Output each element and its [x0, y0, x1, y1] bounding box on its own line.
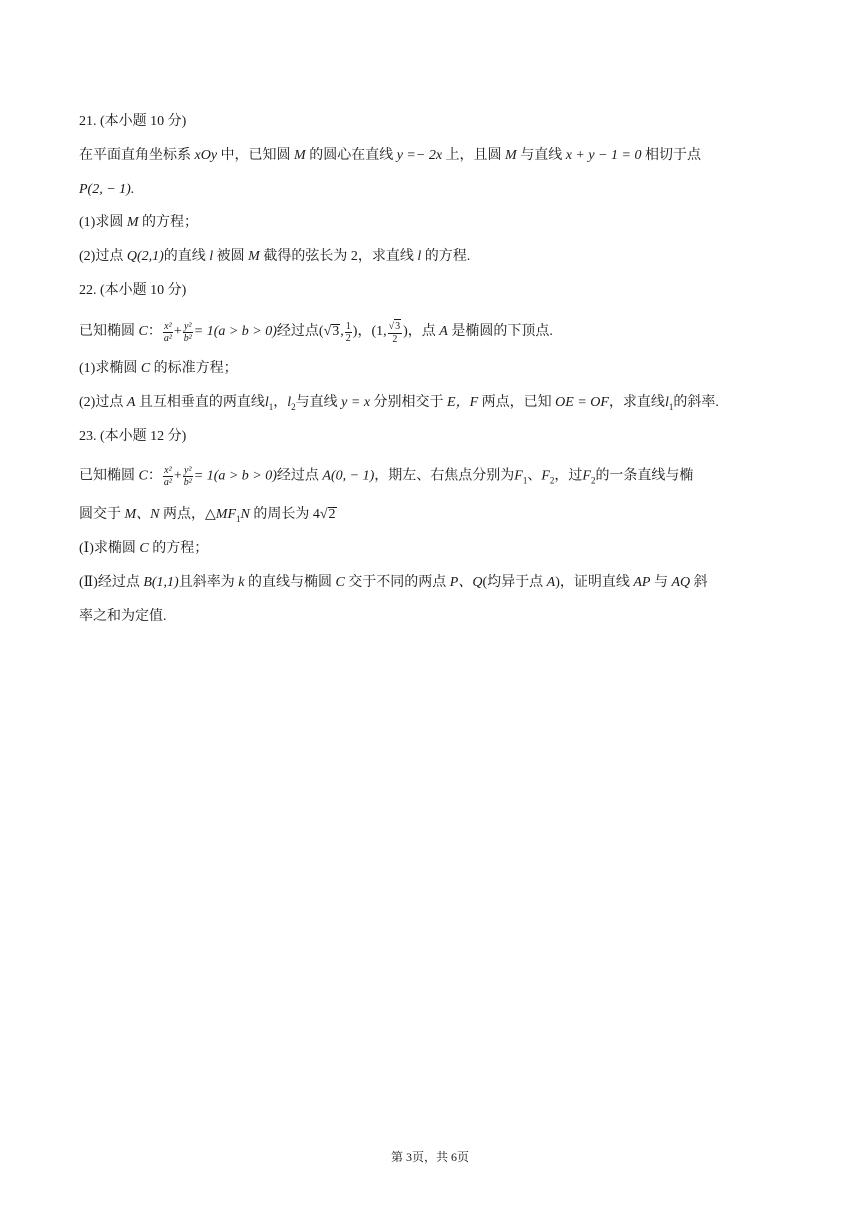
fraction-sqrt3-over-2: $\frac{√3}{2}$	[388, 321, 401, 345]
q21-stem: 在平面直角坐标系 xOy 中，已知圆 M 的圆心在直线 y =− 2x 上，且圆 M 与直线 x + y − 1 = 0 相切于点	[79, 148, 701, 163]
q22-part1: (1)求椭圆 C 的标准方程；	[79, 361, 238, 376]
fraction-one-half: $\frac{1}{2}$	[345, 320, 351, 344]
q21-part1: (1)求圆 M 的方程；	[79, 215, 198, 230]
q21-part2: (2)过点 Q(2,1)的直线 l 被圆 M 截得的弦长为 2，求直线 l 的方程.	[79, 249, 471, 264]
q21-header: 21. (本小题 10 分)	[79, 114, 187, 129]
fraction-x2-a2: $\frac{\text{x²}}{\text{a²}}$	[163, 465, 172, 488]
fraction-x2-a2: $\frac{\text{x²}}{\text{a²}}$	[163, 320, 172, 344]
q21-point: P(2, − 1).	[79, 182, 135, 197]
page-footer: 第 3页，共 6页	[390, 1150, 469, 1164]
q23-stem: 已知椭圆 C： $\frac{\text{x²}}{\text{a²}}$ + $\frac{\text{y²}}{\text{b²}}$ = 1(a > b > 0)经过点 A(0, − 1)，期左、右焦点分别为$F_1$、$F_2$，过$F_2$的一条直线与椭	[79, 465, 694, 488]
q23-header: 23. (本小题 12 分)	[79, 429, 187, 444]
q23-part1: (Ⅰ)求椭圆 C 的方程；	[79, 541, 209, 556]
fraction-y2-b2: $\frac{\text{y²}}{\text{b²}}$	[183, 465, 192, 488]
q22-header: 22. (本小题 10 分)	[79, 283, 187, 298]
q22-stem: 已知椭圆 C： $\frac{\text{x²}}{\text{a²}}$ + $\frac{\text{y²}}{\text{b²}}$ = 1(a > b > 0)经过点(√3, $\frac{1}{2}$ )，(1, $\frac{√3}{2}$ )，点 A 是椭圆的下顶点.	[79, 320, 553, 345]
q23-part2-line2: 率之和为定值.	[79, 609, 167, 624]
fraction-y2-b2: $\frac{\text{y²}}{\text{b²}}$	[183, 320, 192, 344]
q22-part2: (2)过点 A 且互相垂直的两直线$l_1$，$l_2$与直线 y = x 分别相交于 E，F 两点，已知 OE = OF，求直线$l_1$的斜率.	[79, 395, 719, 412]
q23-part2: (Ⅱ)经过点 B(1,1)且斜率为 k 的直线与椭圆 C 交于不同的两点 P、Q(均异于点 A)，证明直线 AP 与 AQ 斜	[79, 575, 708, 590]
q23-stem-line2: 圆交于 M、N 两点，$\triangle MF_1N$ 的周长为 4√2	[79, 507, 336, 524]
